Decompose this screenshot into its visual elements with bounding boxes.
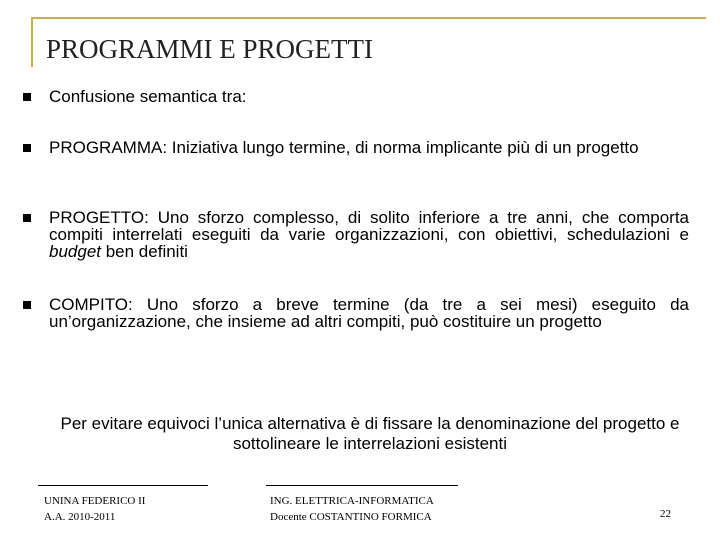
page-number: 22 xyxy=(660,508,671,520)
footer-teacher: Docente COSTANTINO FORMICA xyxy=(270,511,432,523)
bullet-text xyxy=(49,88,689,105)
bullet-label: Confusione semantica tra: xyxy=(49,87,247,106)
bullet-text xyxy=(49,209,689,260)
square-bullet-icon xyxy=(23,93,31,101)
bullet-label: PROGRAMMA: xyxy=(49,138,168,157)
footer-course xyxy=(270,493,434,525)
bullet-body: Uno sforzo a breve termine (da tre a sei mesi) eseguito da un’organizzazione, che insieme ad altri compiti, può costituire un progetto xyxy=(49,295,689,331)
footer-divider-left xyxy=(38,485,208,486)
footer-university-name: UNINA FEDERICO II xyxy=(44,495,146,507)
footer-course-name: ING. ELETTRICA-INFORMATICA xyxy=(270,495,434,507)
title-frame-left-border xyxy=(31,17,33,67)
slide-title: PROGRAMMI E PROGETTI xyxy=(46,34,374,64)
footer-university xyxy=(44,493,145,525)
bullet-label: COMPITO: xyxy=(49,295,133,314)
bullet-text xyxy=(49,296,689,330)
bullet-body: Iniziativa lungo termine, di norma implicante più di un progetto xyxy=(167,138,639,157)
bullet-body: Uno sforzo complesso, di solito inferiore a tre anni, che comporta compiti interrelati eseguiti da varie organizzazioni, con obiettivi, schedulazioni e xyxy=(49,208,689,244)
bullet-emphasis: budget xyxy=(49,242,101,261)
square-bullet-icon xyxy=(23,144,31,152)
square-bullet-icon xyxy=(23,214,31,222)
square-bullet-icon xyxy=(23,301,31,309)
footer-divider-center xyxy=(266,485,458,486)
bullet-body-end: ben definiti xyxy=(101,242,188,261)
bullet-text xyxy=(49,139,689,156)
bullet-label: PROGETTO: xyxy=(49,208,149,227)
title-frame-top-border xyxy=(31,17,706,19)
closing-note: Per evitare equivoci l’unica alternativa è di fissare la denominazione del progetto e sottolineare le interrelazioni esistenti xyxy=(60,414,680,453)
footer-academic-year: A.A. 2010-2011 xyxy=(44,511,116,523)
